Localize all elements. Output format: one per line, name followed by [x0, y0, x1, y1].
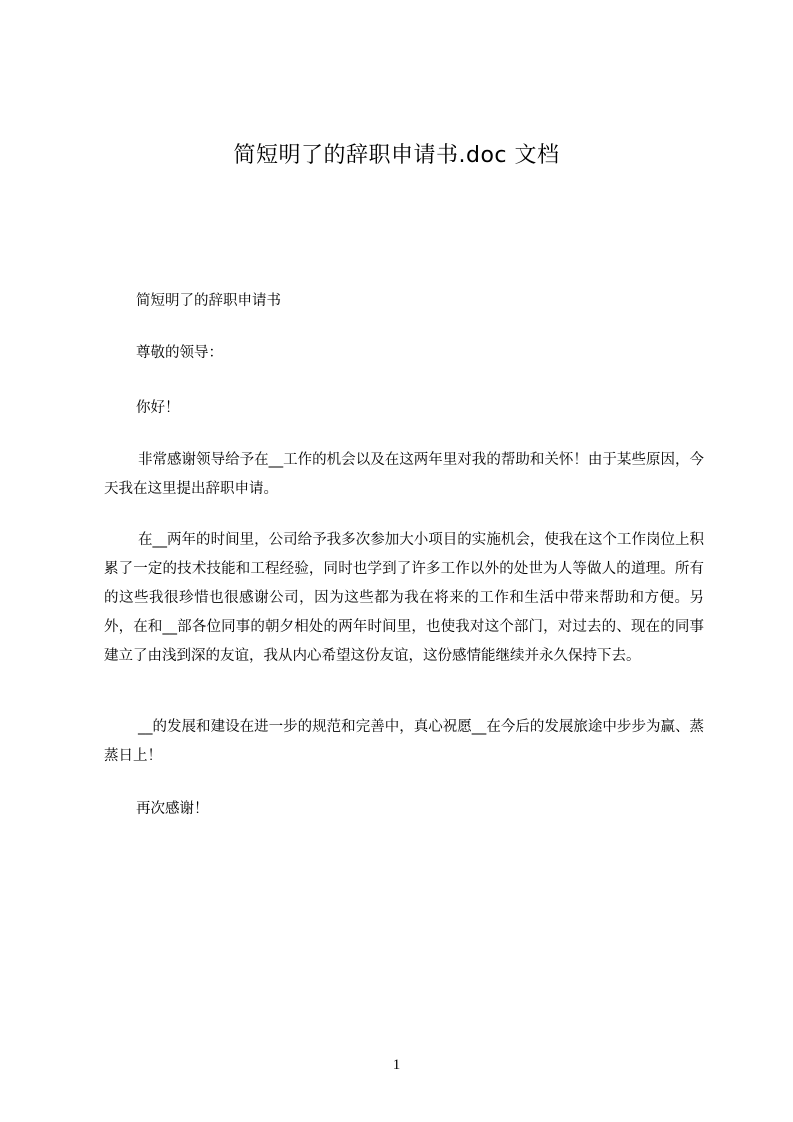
greeting: 你好！	[136, 400, 180, 416]
paragraph-gratitude: 非常感谢领导给予在__工作的机会以及在这两年里对我的帮助和关怀！由于某些原因，今天我在这里提出辞职申请。	[104, 452, 704, 497]
salutation: 尊敬的领导：	[136, 345, 223, 361]
letter-heading: 简短明了的辞职申请书	[136, 293, 281, 309]
paragraph-experience: 在__两年的时间里，公司给予我多次参加大小项目的实施机会，使我在这个工作岗位上积累了一定的技术技能和工程经验，同时也学到了许多工作以外的处世为人等做人的道理。所有的这些我很珍惜也很感谢公司，因为这些都为我在将来的工作和生活中带来帮助和方便。另外，在和__部各位同事的朝夕相处的两年时间里，也使我对这个部门，对过去的、现在的同事建立了由浅到深的友谊，我从内心希望这份友谊，这份感情能继续并永久保持下去。	[104, 532, 704, 664]
document-title: 简短明了的辞职申请书.doc 文档	[233, 143, 560, 168]
page-number: 1	[392, 1057, 401, 1073]
closing-thanks: 再次感谢！	[136, 801, 209, 817]
paragraph-wishes: __的发展和建设在进一步的规范和完善中，真心祝愿__在今后的发展旅途中步步为赢、蒸蒸日上！	[104, 719, 704, 764]
